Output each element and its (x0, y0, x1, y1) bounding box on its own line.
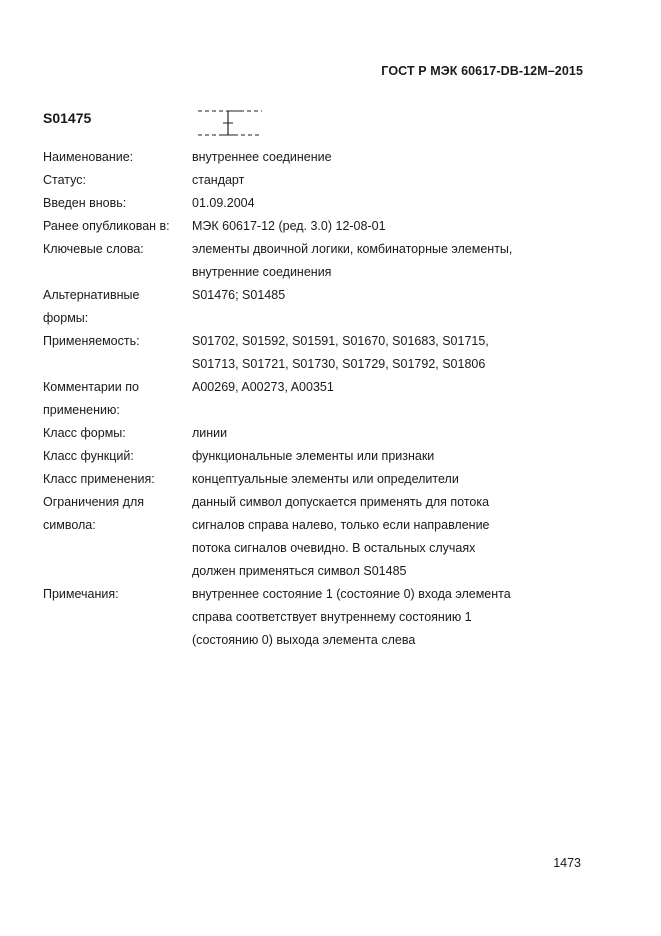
field-value (192, 583, 563, 652)
field-value (192, 376, 563, 422)
field-value (192, 330, 563, 376)
field-label-line: Статус: (43, 173, 86, 187)
field-label (43, 169, 192, 192)
field-label (43, 422, 192, 445)
field-row (43, 330, 563, 376)
field-value (192, 169, 563, 192)
field-label-line: формы: (43, 311, 89, 325)
field-label (43, 491, 192, 583)
field-list (43, 146, 563, 652)
field-row (43, 238, 563, 284)
field-label-line: Введен вновь: (43, 196, 127, 210)
field-label-line: Класс функций: (43, 449, 134, 463)
field-value-line: S01476; S01485 (192, 288, 286, 302)
field-label (43, 146, 192, 169)
field-value-line: потока сигналов очевидно. В остальных случаях (192, 541, 476, 555)
field-row (43, 215, 563, 238)
field-row (43, 583, 563, 652)
field-value (192, 491, 563, 583)
field-value-line: внутреннее состояние 1 (состояние 0) входа элемента (192, 587, 511, 601)
field-value (192, 215, 563, 238)
internal-connection-symbol-icon (196, 108, 266, 143)
field-row (43, 376, 563, 422)
field-value-line: (состоянию 0) выхода элемента слева (192, 633, 416, 647)
field-row (43, 445, 563, 468)
field-value-line: 01.09.2004 (192, 196, 255, 210)
field-row (43, 192, 563, 215)
field-label-line: Ключевые слова: (43, 242, 144, 256)
field-label-line: применению: (43, 403, 120, 417)
field-value-line: A00269, A00273, A00351 (192, 380, 334, 394)
field-value (192, 468, 563, 491)
field-value-line: стандарт (192, 173, 245, 187)
field-value-line: данный символ допускается применять для потока (192, 495, 490, 509)
field-label-line: Примечания: (43, 587, 119, 601)
field-label-line: Ранее опубликован в: (43, 219, 170, 233)
field-value-line: внутреннее соединение (192, 150, 332, 164)
field-label-line: Альтернативные (43, 288, 140, 302)
field-row (43, 146, 563, 169)
field-label-line: символа: (43, 518, 96, 532)
field-label (43, 330, 192, 376)
field-label (43, 238, 192, 284)
field-label-line: Наименование: (43, 150, 134, 164)
field-value (192, 192, 563, 215)
field-label-line: Применяемость: (43, 334, 140, 348)
field-label (43, 192, 192, 215)
field-row (43, 169, 563, 192)
field-row (43, 468, 563, 491)
field-value-line: сигналов справа налево, только если направление (192, 518, 490, 532)
field-label (43, 284, 192, 330)
field-label-line: Комментарии по (43, 380, 139, 394)
field-row (43, 422, 563, 445)
field-value-line: элементы двоичной логики, комбинаторные элементы, (192, 242, 513, 256)
field-value-line: S01713, S01721, S01730, S01729, S01792, S01806 (192, 357, 486, 371)
field-label (43, 583, 192, 652)
field-value (192, 238, 563, 284)
field-label-line: Класс формы: (43, 426, 126, 440)
field-label-line: Класс применения: (43, 472, 155, 486)
field-value-line: внутренние соединения (192, 265, 332, 279)
field-value-line: S01702, S01592, S01591, S01670, S01683, S01715, (192, 334, 489, 348)
field-row (43, 284, 563, 330)
field-label (43, 468, 192, 491)
field-value-line: справа соответствует внутреннему состоянию 1 (192, 610, 472, 624)
field-value-line: линии (192, 426, 228, 440)
page-number: 1473 (553, 856, 581, 870)
field-label (43, 215, 192, 238)
field-value (192, 284, 563, 330)
field-value-line: должен применяться символ S01485 (192, 564, 407, 578)
field-value-line: функциональные элементы или признаки (192, 449, 435, 463)
symbol-code: S01475 (43, 110, 92, 126)
field-row (43, 491, 563, 583)
field-label-line: Ограничения для (43, 495, 145, 509)
field-label (43, 445, 192, 468)
field-value-line: концептуальные элементы или определители (192, 472, 459, 486)
field-value (192, 422, 563, 445)
document-header: ГОСТ Р МЭК 60617-DB-12М–2015 (381, 64, 583, 78)
field-label (43, 376, 192, 422)
field-value (192, 445, 563, 468)
field-value-line: МЭК 60617-12 (ред. 3.0) 12-08-01 (192, 219, 386, 233)
field-value (192, 146, 563, 169)
